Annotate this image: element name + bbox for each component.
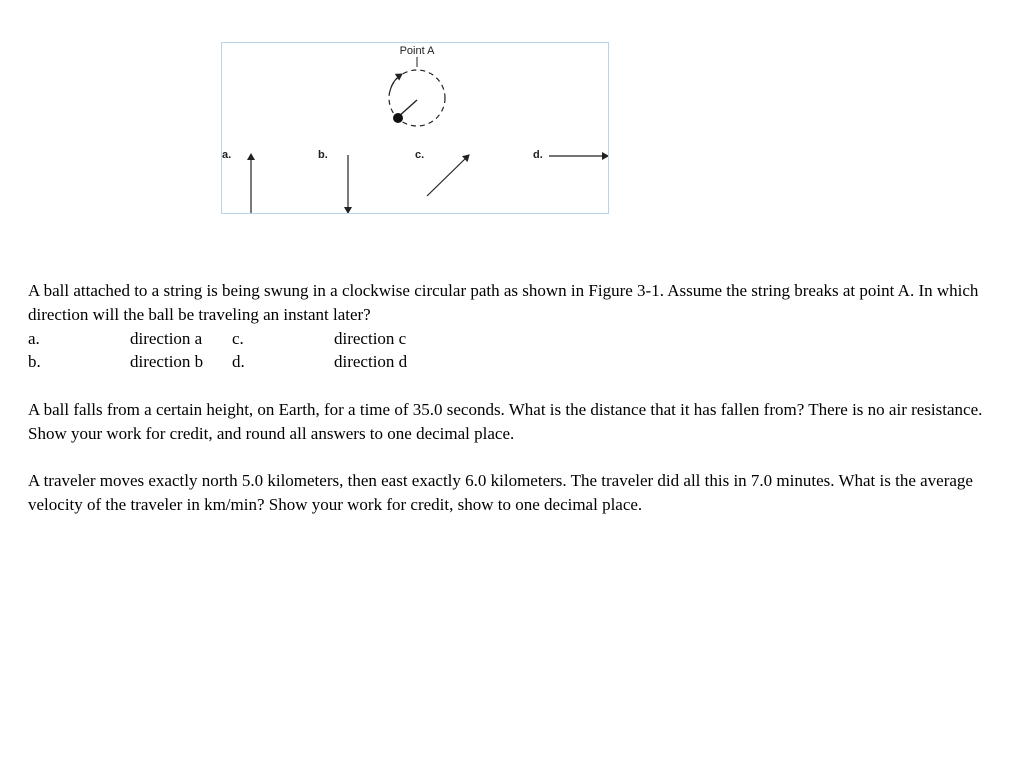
option-label-a: a. [222, 149, 232, 161]
option-b-letter: b. [28, 352, 41, 372]
question-3-text: A traveler moves exactly north 5.0 kilometers, then east exactly 6.0 kilometers. The traveler did all this in 7.0 minutes. What is the average velocity of the traveler in km/min? Show your work for credit, show to one decimal place. [28, 471, 973, 515]
option-a-letter: a. [28, 328, 40, 348]
question-2-text: A ball falls from a certain height, on Earth, for a time of 35.0 seconds. What is the distance that it has fallen from? There is no air resistance. Show your work for credit, and round all answers to one decimal place. [28, 399, 983, 443]
question-1-text: A ball attached to a string is being swung in a clockwise circular path as shown in Figure 3-1. Assume the string breaks at point A. In which direction will the ball be traveling an instant later? [28, 281, 979, 324]
circular-motion-diagram [222, 43, 608, 213]
point-a-label: Point A [399, 45, 435, 57]
option-d-letter: d. [232, 352, 245, 372]
figure-3-1 [221, 42, 609, 214]
option-b-text: direction b [130, 352, 204, 372]
questions [28, 279, 1008, 517]
option-label-b: b. [318, 149, 328, 161]
option-d-text: direction d [334, 352, 408, 372]
option-a-text: direction a [130, 328, 203, 348]
spacer [28, 446, 1008, 470]
option-label-c: c. [415, 149, 425, 161]
spacer [28, 374, 1008, 398]
option-label-d: d. [533, 149, 543, 161]
option-c-letter: c. [232, 328, 244, 348]
option-c-text: direction c [334, 328, 407, 348]
arrow-c-diagonal-icon [427, 155, 469, 196]
option-row-2 [28, 350, 1008, 374]
ball [393, 113, 403, 123]
clockwise-arrow-icon [390, 74, 402, 91]
option-row-1 [28, 327, 1008, 351]
